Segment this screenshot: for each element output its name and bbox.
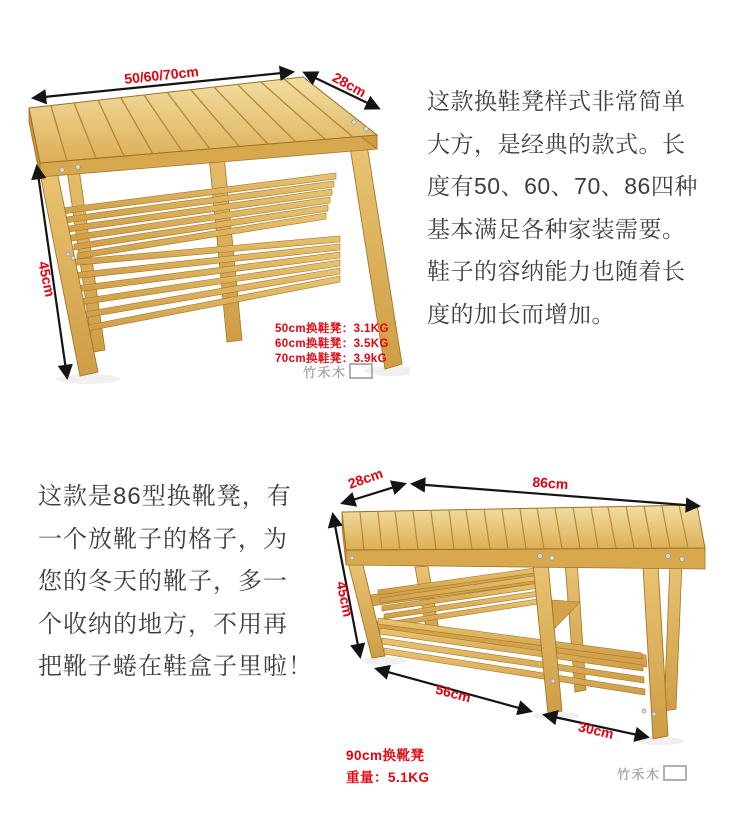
paragraph-line: 您的冬天的靴子，多一 (38, 568, 288, 595)
paragraph-line: 个收纳的地方，不用再 (38, 610, 288, 638)
brand-watermark-text: 竹禾木 (303, 365, 347, 380)
depth-dimension-annotation (343, 465, 404, 503)
brand-watermark (617, 764, 687, 783)
intro-paragraph (427, 80, 735, 335)
paragraph-line: 度有50、60、70、86四种 (427, 173, 698, 199)
paragraph-line: 把靴子蜷在鞋盒子里啦！ (38, 653, 313, 680)
bench-seat (342, 505, 705, 569)
shelf-span-dimension-label: 56cm (433, 680, 473, 706)
shelf-span-dimension-annotation (377, 669, 530, 711)
weight-spec-list (275, 321, 389, 365)
paragraph-line: 大方，是经典的款式。长 (427, 130, 686, 157)
length-dimension-label: 50/60/70cm (123, 63, 200, 87)
weight-line-60cm: 60cm换鞋凳：3.5KG (275, 338, 389, 350)
weight-line-50cm: 50cm换鞋凳：3.1KG (275, 323, 389, 335)
depth-dimension-label: 28cm (329, 68, 369, 101)
paragraph-line: 一个放靴子的格子，为 (38, 525, 288, 553)
height-dimension-label: 45cm (35, 259, 59, 299)
brand-watermark-box-icon (663, 765, 687, 781)
depth-dimension-label: 28cm (345, 464, 385, 492)
bench-bottom-shelf (374, 618, 647, 695)
weight-line-70cm: 70cm换鞋凳：3.9kG (275, 353, 387, 365)
compartment-span-dimension-label: 30cm (576, 718, 616, 742)
bench-seat (29, 77, 377, 177)
compartment-span-dimension-annotation (545, 715, 647, 742)
paragraph-line: 这款是86型换靴凳，有 (38, 483, 292, 510)
paragraph-line: 度的加长而增加。 (427, 300, 615, 327)
height-dimension-label: 45cm (333, 579, 357, 619)
paragraph-line: 基本满足各种家装需要。 (427, 215, 686, 242)
length-dimension-annotation (413, 474, 698, 506)
paragraph-line: 这款换鞋凳样式非常简单 (427, 88, 686, 114)
weight-label: 重量：5.1KG (346, 770, 430, 785)
paragraph-line: 鞋子的容纳能力也随着长 (427, 258, 686, 284)
brand-watermark-text: 竹禾木 (617, 767, 661, 782)
model-label: 90cm换靴凳 (346, 748, 425, 763)
length-dimension-label: 86cm (531, 473, 569, 493)
boot-paragraph (38, 476, 328, 689)
brand-watermark (303, 362, 373, 381)
brand-watermark-box-icon (349, 363, 373, 379)
bench-photo-small (10, 58, 410, 410)
